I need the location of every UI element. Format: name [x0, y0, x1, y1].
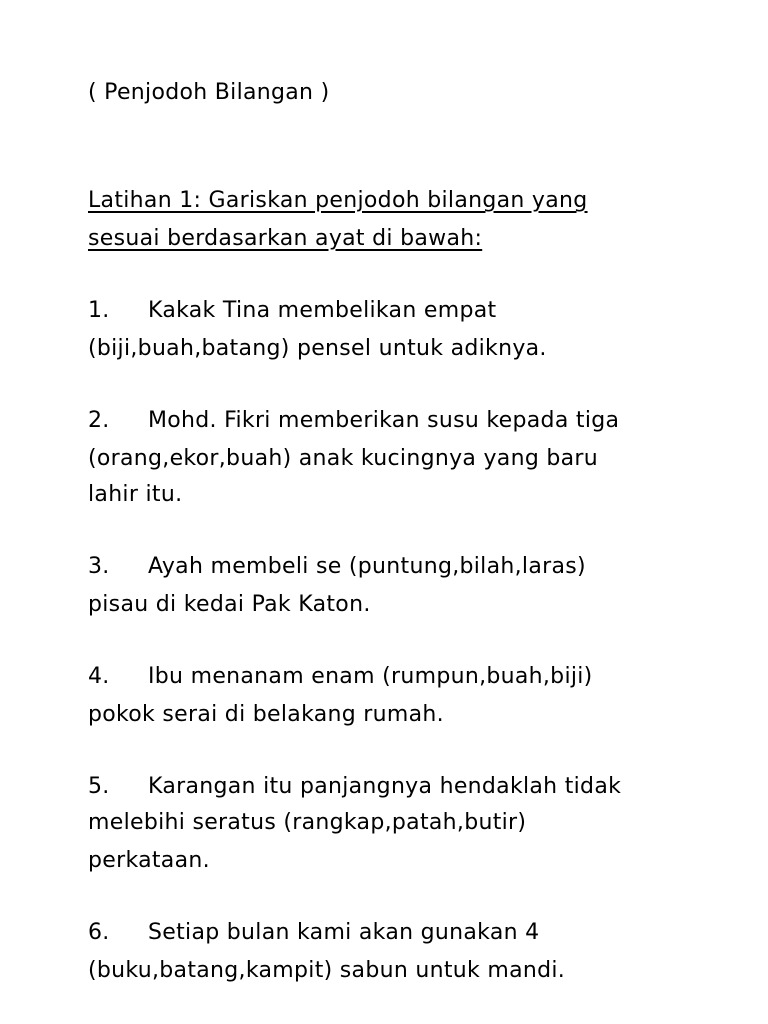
page-title: ( Penjodoh Bilangan ): [88, 80, 330, 105]
question-5-text-3: perkataan.: [88, 848, 210, 873]
question-2-text-1: Mohd. Fikri memberikan susu kepada tiga: [148, 408, 620, 433]
question-2-text-3: lahir itu.: [88, 482, 183, 507]
question-2-number: 2.: [88, 408, 110, 433]
question-1-line-1: [88, 296, 496, 326]
instruction-line-1: Latihan 1: Gariskan penjodoh bilangan yang: [88, 188, 588, 213]
question-1-text-2: (biji,buah,batang) pensel untuk adiknya.: [88, 336, 547, 361]
question-5-text-1: Karangan itu panjangnya hendaklah tidak: [148, 774, 622, 799]
question-5-line-1: [88, 772, 621, 802]
question-1-text-1: Kakak Tina membelikan empat: [148, 298, 497, 323]
question-4-text-2: pokok serai di belakang rumah.: [88, 702, 444, 727]
question-3-number: 3.: [88, 554, 110, 579]
question-2-text-2: (orang,ekor,buah) anak kucingnya yang baru: [88, 446, 599, 471]
instruction-line-2: sesuai berdasarkan ayat di bawah:: [88, 226, 483, 251]
question-4-line-1: [88, 662, 593, 692]
question-6-text-1: Setiap bulan kami akan gunakan 4: [148, 920, 540, 945]
question-4-text-1: Ibu menanam enam (rumpun,buah,biji): [148, 664, 593, 689]
question-4-number: 4.: [88, 664, 110, 689]
question-3-text-1: Ayah membeli se (puntung,bilah,laras): [148, 554, 586, 579]
question-3-line-1: [88, 552, 586, 582]
question-6-line-1: [88, 918, 539, 948]
question-5-number: 5.: [88, 774, 110, 799]
question-6-number: 6.: [88, 920, 110, 945]
question-6-text-2: (buku,batang,kampit) sabun untuk mandi.: [88, 958, 566, 983]
question-3-text-2: pisau di kedai Pak Katon.: [88, 592, 371, 617]
question-5-text-2: melebihi seratus (rangkap,patah,butir): [88, 810, 527, 835]
question-1-number: 1.: [88, 298, 110, 323]
question-2-line-1: [88, 406, 619, 436]
